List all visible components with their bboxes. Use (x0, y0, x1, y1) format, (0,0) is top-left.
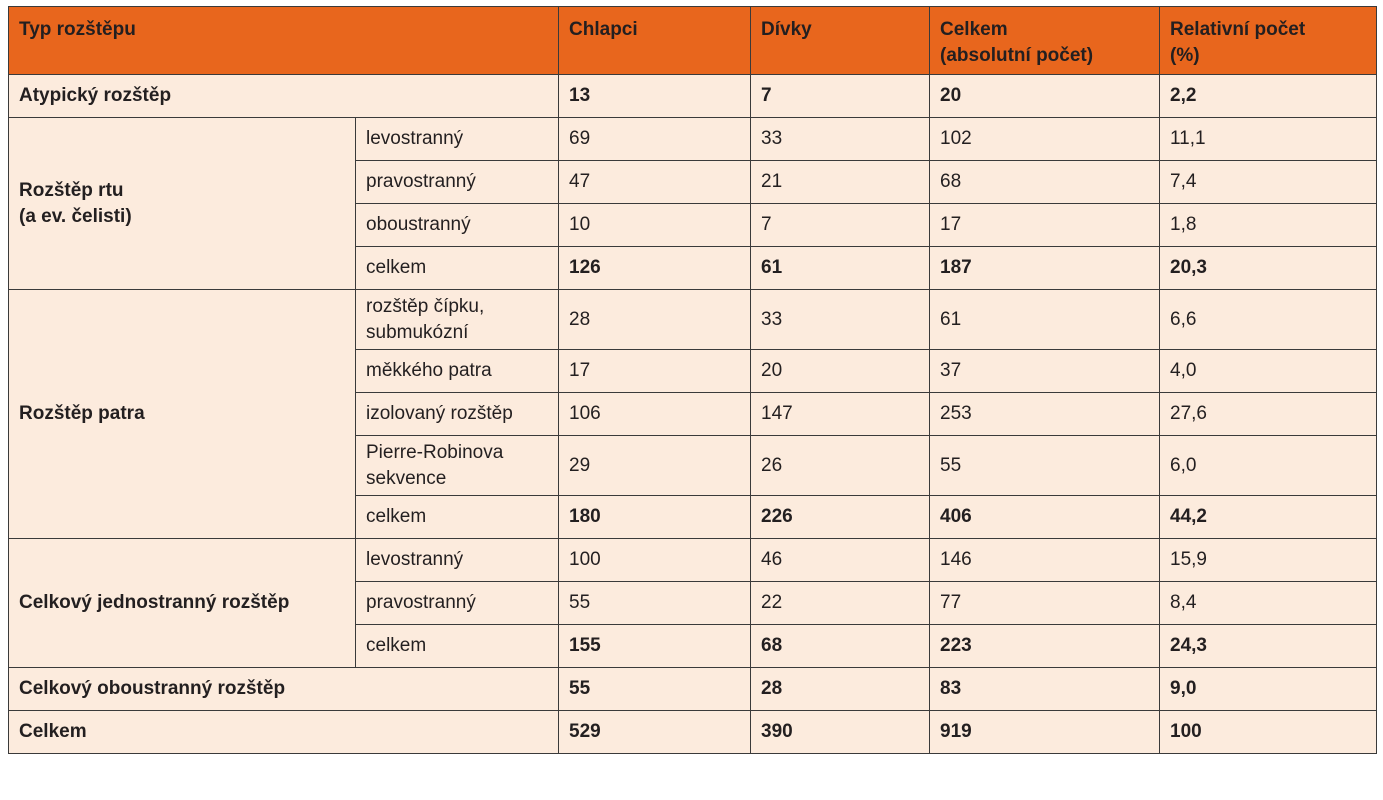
cell-relative: 8,4 (1160, 582, 1377, 625)
row-sublabel-line2: sekvence (366, 467, 447, 489)
table-row (9, 75, 1377, 118)
cell-boys: 55 (559, 582, 751, 625)
cell-total: 253 (930, 393, 1160, 436)
header-total-line2: (absolutní počet) (940, 45, 1094, 66)
cell-boys: 47 (559, 161, 751, 204)
cell-relative: 100 (1160, 711, 1377, 754)
cell-girls: 22 (751, 582, 930, 625)
row-sublabel: levostranný (356, 118, 559, 161)
cell-relative: 15,9 (1160, 539, 1377, 582)
cell-total: 37 (930, 350, 1160, 393)
table-row (9, 118, 1377, 161)
cell-boys: 10 (559, 204, 751, 247)
row-sublabel: celkem (356, 247, 559, 290)
cell-boys: 29 (559, 436, 751, 496)
row-label-atypical: Atypický rozštěp (9, 75, 559, 118)
cell-relative: 6,0 (1160, 436, 1377, 496)
row-sublabel (356, 290, 559, 350)
row-sublabel: izolovaný rozštěp (356, 393, 559, 436)
header-relative (1160, 7, 1377, 75)
cell-total: 187 (930, 247, 1160, 290)
cell-total: 17 (930, 204, 1160, 247)
row-sublabel-line1: Pierre-Robinova (366, 441, 504, 463)
cell-girls: 61 (751, 247, 930, 290)
header-total-line1: Celkem (940, 19, 1008, 40)
row-label-total: Celkem (9, 711, 559, 754)
cell-relative: 27,6 (1160, 393, 1377, 436)
cell-girls: 26 (751, 436, 930, 496)
cell-boys: 529 (559, 711, 751, 754)
header-boys: Chlapci (559, 7, 751, 75)
cell-relative: 4,0 (1160, 350, 1377, 393)
row-sublabel: měkkého patra (356, 350, 559, 393)
row-label-bilateral: Celkový oboustranný rozštěp (9, 668, 559, 711)
group-label-lip (9, 118, 356, 290)
cell-boys: 13 (559, 75, 751, 118)
cell-boys: 69 (559, 118, 751, 161)
row-sublabel: celkem (356, 625, 559, 668)
cell-relative: 44,2 (1160, 496, 1377, 539)
header-total-absolute (930, 7, 1160, 75)
cell-total: 146 (930, 539, 1160, 582)
cell-girls: 20 (751, 350, 930, 393)
cell-boys: 28 (559, 290, 751, 350)
row-sublabel: celkem (356, 496, 559, 539)
header-relative-line2: (%) (1170, 45, 1200, 66)
row-sublabel: levostranný (356, 539, 559, 582)
cell-boys: 55 (559, 668, 751, 711)
cell-boys: 106 (559, 393, 751, 436)
cell-total: 223 (930, 625, 1160, 668)
row-sublabel-line2: submukózní (366, 321, 469, 343)
table-row (9, 711, 1377, 754)
cell-girls: 68 (751, 625, 930, 668)
cell-girls: 390 (751, 711, 930, 754)
cell-relative: 7,4 (1160, 161, 1377, 204)
group-label-unilateral: Celkový jednostranný rozštěp (9, 539, 356, 668)
row-sublabel: pravostranný (356, 161, 559, 204)
cell-boys: 126 (559, 247, 751, 290)
cell-girls: 7 (751, 204, 930, 247)
header-girls: Dívky (751, 7, 930, 75)
cell-relative: 11,1 (1160, 118, 1377, 161)
header-row (9, 7, 1377, 75)
cleft-type-table (8, 6, 1377, 754)
cell-relative: 9,0 (1160, 668, 1377, 711)
cell-total: 102 (930, 118, 1160, 161)
cell-girls: 21 (751, 161, 930, 204)
cell-total: 68 (930, 161, 1160, 204)
cell-girls: 7 (751, 75, 930, 118)
table-row (9, 668, 1377, 711)
cell-boys: 17 (559, 350, 751, 393)
cell-relative: 24,3 (1160, 625, 1377, 668)
cell-total: 406 (930, 496, 1160, 539)
header-relative-line1: Relativní počet (1170, 19, 1306, 40)
row-sublabel-line1: rozštěp čípku, (366, 295, 485, 317)
cell-relative: 6,6 (1160, 290, 1377, 350)
cell-relative: 1,8 (1160, 204, 1377, 247)
cell-total: 83 (930, 668, 1160, 711)
cell-boys: 100 (559, 539, 751, 582)
table-row (9, 290, 1377, 350)
cell-girls: 226 (751, 496, 930, 539)
cell-girls: 33 (751, 118, 930, 161)
row-sublabel: pravostranný (356, 582, 559, 625)
cell-girls: 147 (751, 393, 930, 436)
cell-girls: 46 (751, 539, 930, 582)
cell-total: 77 (930, 582, 1160, 625)
cell-total: 55 (930, 436, 1160, 496)
cell-girls: 28 (751, 668, 930, 711)
cell-relative: 2,2 (1160, 75, 1377, 118)
row-sublabel (356, 436, 559, 496)
cell-total: 919 (930, 711, 1160, 754)
cell-girls: 33 (751, 290, 930, 350)
cell-boys: 155 (559, 625, 751, 668)
cell-boys: 180 (559, 496, 751, 539)
group-label-palate: Rozštěp patra (9, 290, 356, 539)
cell-total: 61 (930, 290, 1160, 350)
table-row (9, 539, 1377, 582)
cell-total: 20 (930, 75, 1160, 118)
cell-relative: 20,3 (1160, 247, 1377, 290)
header-cleft-type: Typ rozštěpu (9, 7, 559, 75)
group-label-lip-line1: Rozštěp rtu (19, 179, 124, 201)
group-label-lip-line2: (a ev. čelisti) (19, 205, 132, 227)
row-sublabel: oboustranný (356, 204, 559, 247)
